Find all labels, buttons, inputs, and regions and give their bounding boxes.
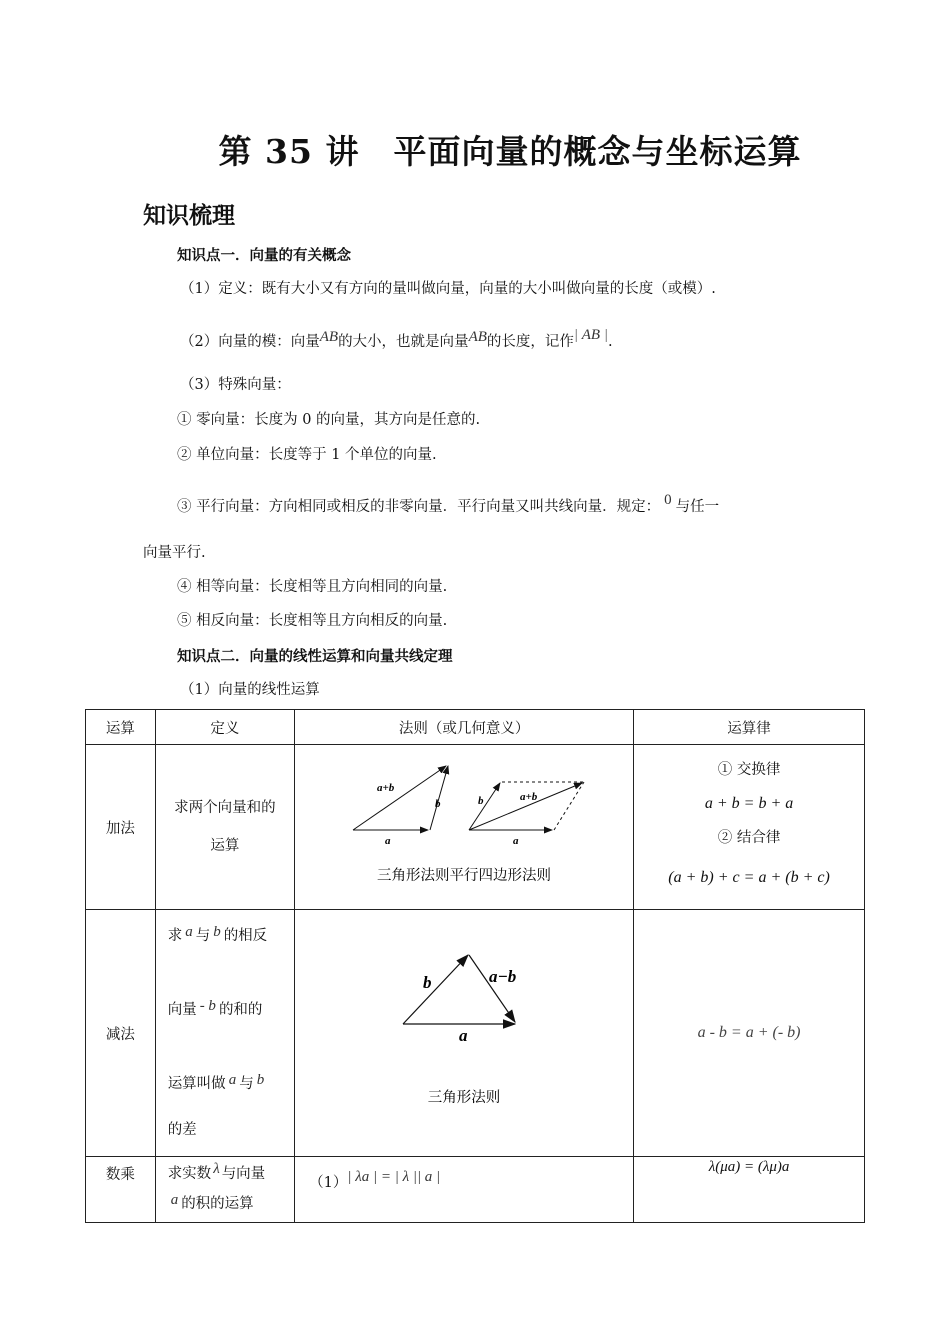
kp1-special: （3）特殊向量： [180,377,291,393]
para-label-a: a [513,835,519,847]
header-rule: 法则（或几何意义） [295,710,634,745]
modulus-text-c: 的长度，记作 [486,334,574,350]
table-row-subtraction [86,910,865,1157]
addition-def: 求两个向量和的 运算 [155,745,294,910]
scalar-def: 求实数 λ 与向量 a 的积的运算 [155,1157,294,1223]
table-row-scalar [86,1157,865,1223]
vector-ab-norm: | AB | [573,327,608,343]
addition-caption: 三角形法则平行四边形法则 [377,868,552,884]
tri-label-a: a [385,835,391,847]
section-heading: 知识梳理 [143,203,235,229]
kp2-heading: 知识点二．向量的线性运算和向量共线定理 [177,649,453,665]
modulus-text-b: 的大小，也就是向量 [338,334,469,350]
para-dashed-right [554,782,584,830]
tri-label-b: b [435,798,441,810]
vector-ab-symbol: AB [319,329,339,345]
scalar-law: λ(μa) = (λμ)a [634,1157,865,1223]
zero-symbol: 0 [664,492,672,508]
header-law: 运算律 [634,710,865,745]
table-header-row [86,710,865,745]
sub-label-b: b [423,973,432,992]
law-associative-eq: (a + b) + c = a + (b + c) [668,869,830,886]
kp1-definition: （1）定义：既有大小又有方向的量叫做向量，向量的大小叫做向量的长度（或模）. [180,281,716,297]
para-label-apb: a+b [520,791,538,803]
sub-label-a: a [459,1026,468,1045]
scalar-rule-num: （1） [309,1175,348,1191]
table-row-addition [86,745,865,910]
addition-laws [634,745,865,910]
subtraction-diagram [295,910,633,1156]
sub-label-amb: a−b [489,967,517,986]
kp2-sub: （1）向量的线性运算 [180,682,320,698]
scalar-op: 数乘 [86,1157,156,1223]
parallel-vector: ③ 平行向量：方向相同或相反的非零向量．平行向量又叫共线向量．规定： 0 与任一 [177,492,720,515]
unit-vector: ② 单位向量：长度等于 1 个单位的向量. [177,447,437,463]
subtraction-def: 求 a 与 b 的相反 向量 - b 的和的 运算叫做 a 与 b 的差 [155,910,294,1157]
header-op: 运算 [86,710,156,745]
para-label-b: b [478,795,484,807]
scalar-rule-expr: | λa | = | λ || a | [347,1169,441,1185]
kp1-modulus [180,327,613,351]
law-associative-label: ② 结合律 [717,830,781,846]
sub-vector-amb [469,955,515,1022]
law-commutative-eq: a + b = b + a [704,795,794,812]
modulus-text-a: （2）向量的模：向量 [180,334,320,350]
vector-ab-symbol: AB [468,329,487,345]
parallel-vector-cont: 向量平行. [143,545,206,561]
header-def: 定义 [155,710,294,745]
sub-vector-b [403,955,468,1024]
opposite-vector: ⑤ 相反向量：长度相等且方向相反的向量. [177,613,448,629]
subtraction-op: 减法 [86,910,156,1157]
zero-vector: ① 零向量：长度为 0 的向量，其方向是任意的. [177,412,481,428]
page-title: 第 35 讲 平面向量的概念与坐标运算 [218,132,802,171]
addition-rule [295,745,634,910]
addition-diagram [295,745,633,909]
kp1-heading: 知识点一．向量的有关概念 [177,248,351,264]
law-commutative-label: ① 交换律 [717,762,781,778]
tri-vector-sum [353,766,446,830]
modulus-text-d: . [607,334,613,350]
subtraction-caption: 三角形法则 [427,1090,501,1106]
addition-op: 加法 [86,745,156,910]
subtraction-rule [295,910,634,1157]
equal-vector: ④ 相等向量：长度相等且方向相同的向量. [177,579,448,595]
operations-table [85,709,865,1223]
para-vector-b [469,783,500,830]
subtraction-law: a - b = a + (- b) [634,910,865,1157]
scalar-rule [295,1157,634,1223]
tri-label-apb: a+b [377,782,395,794]
